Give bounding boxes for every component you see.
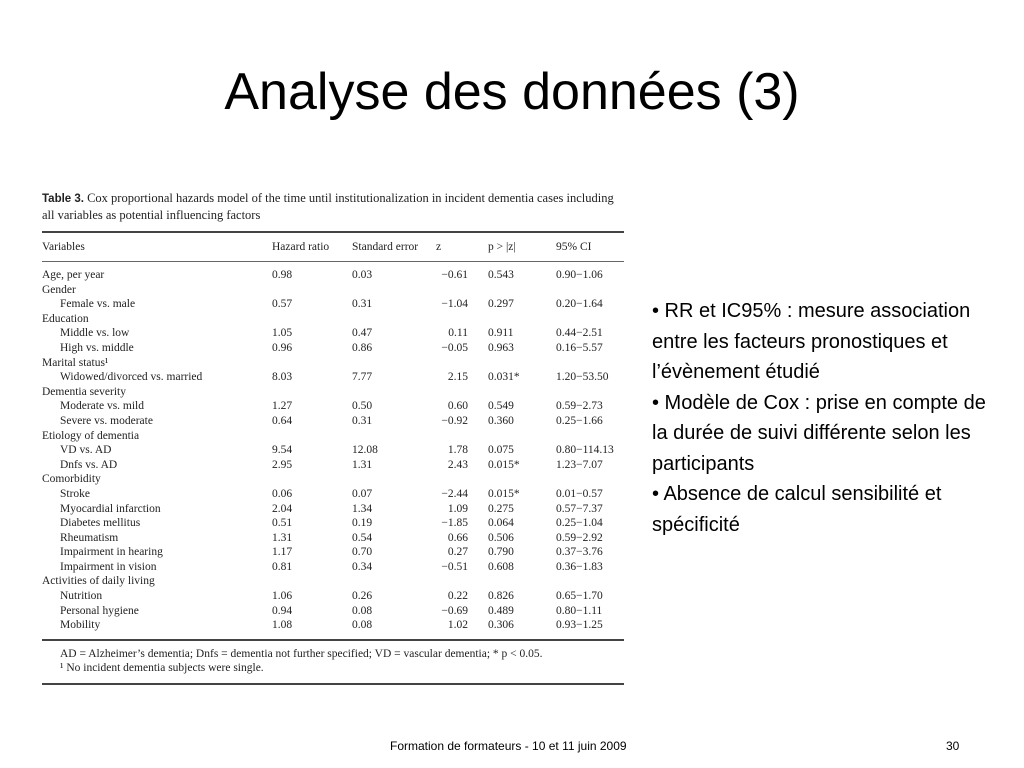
standard-error-cell: 0.19 <box>352 517 373 530</box>
table-row <box>42 560 624 575</box>
table-row <box>42 618 624 640</box>
confidence-interval-cell: 0.90−1.06 <box>556 269 603 281</box>
confidence-interval-cell: 0.25−1.04 <box>556 517 603 530</box>
confidence-interval-cell: 0.80−114.13 <box>556 444 614 457</box>
table-row <box>42 414 624 429</box>
p-value-cell: 0.015* <box>488 487 520 500</box>
standard-error-cell <box>352 574 436 589</box>
hazard-ratio-cell <box>272 356 352 371</box>
variable-cell: Female vs. male <box>60 298 136 311</box>
confidence-interval-cell: 0.36−1.83 <box>556 560 603 573</box>
p-value-cell: 0.506 <box>488 531 514 544</box>
table-row <box>42 341 624 356</box>
hazard-ratio-cell <box>272 472 352 487</box>
confidence-interval-cell: 0.65−1.70 <box>556 590 603 603</box>
hazard-ratio-cell: 0.51 <box>272 517 293 530</box>
p-value-cell <box>488 429 556 444</box>
confidence-interval-cell <box>556 356 624 371</box>
header-confidence-interval: 95% CI <box>556 232 624 262</box>
table-row <box>42 458 624 473</box>
standard-error-cell: 0.08 <box>352 619 373 632</box>
variable-cell: Impairment in vision <box>60 560 157 573</box>
standard-error-cell: 0.31 <box>352 298 373 311</box>
standard-error-cell: 0.86 <box>352 341 373 354</box>
table-row <box>42 326 624 341</box>
confidence-interval-cell <box>556 429 624 444</box>
hazard-ratio-cell: 1.31 <box>272 531 293 544</box>
variable-cell: Etiology of dementia <box>42 429 140 442</box>
variable-cell: VD vs. AD <box>60 444 112 457</box>
z-cell <box>436 312 488 327</box>
p-value-cell: 0.543 <box>488 269 514 281</box>
variable-cell: Myocardial infarction <box>60 502 161 515</box>
bullet-item: • RR et IC95% : mesure association entre les facteurs pronostiques et l’évènement étudié <box>652 300 971 383</box>
p-value-cell: 0.489 <box>488 604 514 617</box>
bullet-list <box>652 296 1002 540</box>
standard-error-cell: 0.07 <box>352 487 373 500</box>
z-cell: −0.61 <box>441 269 468 281</box>
table-row <box>42 312 624 327</box>
variable-cell: Dementia severity <box>42 385 126 398</box>
variable-cell: Impairment in hearing <box>60 546 163 559</box>
p-value-cell <box>488 574 556 589</box>
hazard-ratio-cell <box>272 574 352 589</box>
variable-cell: Moderate vs. mild <box>60 400 144 413</box>
confidence-interval-cell: 0.57−7.37 <box>556 502 603 515</box>
variable-cell: Widowed/divorced vs. married <box>60 371 203 384</box>
standard-error-cell <box>352 429 436 444</box>
variable-cell: Severe vs. moderate <box>60 414 153 427</box>
standard-error-cell <box>352 283 436 298</box>
table-header-row <box>42 232 624 262</box>
standard-error-cell: 0.54 <box>352 531 373 544</box>
p-value-cell: 0.826 <box>488 590 514 603</box>
confidence-interval-cell: 0.20−1.64 <box>556 298 603 311</box>
z-cell: 2.43 <box>447 458 468 471</box>
confidence-interval-cell <box>556 283 624 298</box>
table-caption-text: Cox proportional hazards model of the time until institutionalization in incident dementia cases including all variables as potential influencing factors <box>42 191 614 222</box>
header-standard-error: Standard error <box>352 232 436 262</box>
z-cell: −0.51 <box>441 560 468 573</box>
table-row <box>42 472 624 487</box>
table-row <box>42 604 624 619</box>
confidence-interval-cell <box>556 385 624 400</box>
z-cell <box>436 356 488 371</box>
hazard-ratio-cell: 2.95 <box>272 458 293 471</box>
p-value-cell <box>488 472 556 487</box>
hazard-ratio-cell: 1.05 <box>272 327 293 340</box>
confidence-interval-cell: 0.44−2.51 <box>556 327 603 340</box>
variable-cell: Rheumatism <box>60 531 119 544</box>
z-cell: 1.78 <box>447 444 468 457</box>
p-value-cell: 0.911 <box>488 327 514 340</box>
confidence-interval-cell: 0.25−1.66 <box>556 414 603 427</box>
hazard-ratio-cell: 1.08 <box>272 619 293 632</box>
p-value-cell: 0.075 <box>488 444 514 457</box>
z-cell: 0.27 <box>447 546 468 559</box>
hazard-ratio-cell: 1.17 <box>272 546 293 559</box>
z-cell: 1.09 <box>447 502 468 515</box>
confidence-interval-cell <box>556 472 624 487</box>
table-row <box>42 297 624 312</box>
footer-text: Formation de formateurs - 10 et 11 juin 2009 <box>390 739 627 753</box>
variable-cell: Middle vs. low <box>60 327 130 340</box>
hazard-ratio-cell: 1.06 <box>272 590 293 603</box>
p-value-cell: 0.608 <box>488 560 514 573</box>
bullet-item: • Absence de calcul sensibilité et spécificité <box>652 483 942 536</box>
confidence-interval-cell: 0.80−1.11 <box>556 604 603 617</box>
standard-error-cell: 1.34 <box>352 502 373 515</box>
hazard-ratio-cell: 1.27 <box>272 400 293 413</box>
hazard-ratio-cell <box>272 283 352 298</box>
hazard-ratio-cell: 0.96 <box>272 341 293 354</box>
table-row <box>42 443 624 458</box>
variable-cell: Mobility <box>60 619 101 632</box>
table-row <box>42 283 624 298</box>
confidence-interval-cell: 0.37−3.76 <box>556 546 603 559</box>
variable-cell: Nutrition <box>60 590 103 603</box>
variable-cell: Diabetes mellitus <box>60 517 141 530</box>
standard-error-cell: 0.47 <box>352 327 373 340</box>
standard-error-cell: 0.08 <box>352 604 373 617</box>
table-row <box>42 531 624 546</box>
hazard-ratio-cell: 0.98 <box>272 269 293 281</box>
confidence-interval-cell: 0.59−2.92 <box>556 531 603 544</box>
p-value-cell: 0.031* <box>488 371 520 384</box>
z-cell <box>436 283 488 298</box>
p-value-cell: 0.790 <box>488 546 514 559</box>
p-value-cell: 0.297 <box>488 298 514 311</box>
hazard-ratio-cell: 0.94 <box>272 604 293 617</box>
z-cell: −1.85 <box>441 517 468 530</box>
p-value-cell: 0.360 <box>488 414 514 427</box>
hazard-ratio-cell: 9.54 <box>272 444 293 457</box>
table-row <box>42 502 624 517</box>
table-row <box>42 487 624 502</box>
confidence-interval-cell <box>556 574 624 589</box>
p-value-cell <box>488 312 556 327</box>
table-row <box>42 574 624 589</box>
standard-error-cell: 1.31 <box>352 458 373 471</box>
standard-error-cell: 12.08 <box>352 444 378 457</box>
variable-cell: Comorbidity <box>42 473 101 486</box>
table-row <box>42 356 624 371</box>
z-cell: −0.05 <box>441 341 468 354</box>
table-body <box>42 262 624 640</box>
hazard-ratio-cell: 0.06 <box>272 487 293 500</box>
p-value-cell: 0.064 <box>488 517 514 530</box>
standard-error-cell: 0.50 <box>352 400 373 413</box>
table-note: AD = Alzheimer’s dementia; Dnfs = dementia not further specified; VD = vascular dementia; * p < 0.05. <box>60 647 543 660</box>
confidence-interval-cell: 0.93−1.25 <box>556 619 603 632</box>
header-variables: Variables <box>42 232 272 262</box>
table-caption-label: Table 3. <box>42 193 84 205</box>
hazard-ratio-cell: 0.64 <box>272 414 293 427</box>
standard-error-cell <box>352 356 436 371</box>
table-note: ¹ No incident dementia subjects were single. <box>60 661 264 674</box>
p-value-cell: 0.963 <box>488 341 514 354</box>
table-row <box>42 370 624 385</box>
hazard-ratio-cell: 0.81 <box>272 560 293 573</box>
z-cell: 1.02 <box>447 619 468 632</box>
table-row <box>42 262 624 283</box>
p-value-cell <box>488 356 556 371</box>
z-cell <box>436 472 488 487</box>
p-value-cell: 0.015* <box>488 458 520 471</box>
header-p-value: p > |z| <box>488 232 556 262</box>
confidence-interval-cell <box>556 312 624 327</box>
hazard-ratio-cell: 2.04 <box>272 502 293 515</box>
table-row <box>42 429 624 444</box>
standard-error-cell <box>352 472 436 487</box>
hazard-ratio-cell: 0.57 <box>272 298 293 311</box>
confidence-interval-cell: 0.59−2.73 <box>556 400 603 413</box>
bullet-item: • Modèle de Cox : prise en compte de la durée de suivi différente selon les participants <box>652 391 986 475</box>
z-cell: 0.60 <box>447 400 468 413</box>
hazard-ratio-cell <box>272 312 352 327</box>
variable-cell: Age, per year <box>42 269 105 281</box>
table-figure <box>42 190 624 685</box>
table-row <box>42 545 624 560</box>
z-cell: 0.66 <box>447 531 468 544</box>
variable-cell: Gender <box>42 283 76 296</box>
slide-title: Analyse des données (3) <box>224 63 800 121</box>
cox-table <box>42 231 624 641</box>
variable-cell: Marital status¹ <box>42 356 109 369</box>
table-row <box>42 385 624 400</box>
p-value-cell <box>488 385 556 400</box>
z-cell: 0.11 <box>448 327 468 340</box>
z-cell: −0.92 <box>441 414 468 427</box>
p-value-cell <box>488 283 556 298</box>
standard-error-cell: 7.77 <box>352 371 373 384</box>
standard-error-cell: 0.26 <box>352 590 373 603</box>
standard-error-cell <box>352 312 436 327</box>
z-cell: −1.04 <box>441 298 468 311</box>
confidence-interval-cell: 0.16−5.57 <box>556 341 603 354</box>
variable-cell: High vs. middle <box>60 341 134 354</box>
hazard-ratio-cell <box>272 385 352 400</box>
p-value-cell: 0.306 <box>488 619 514 632</box>
z-cell <box>436 429 488 444</box>
z-cell <box>436 574 488 589</box>
standard-error-cell: 0.70 <box>352 546 373 559</box>
table-caption <box>42 190 624 223</box>
p-value-cell: 0.275 <box>488 502 514 515</box>
header-z: z <box>436 232 488 262</box>
hazard-ratio-cell: 8.03 <box>272 371 293 384</box>
z-cell <box>436 385 488 400</box>
confidence-interval-cell: 1.20−53.50 <box>556 371 609 384</box>
table-notes <box>42 641 624 685</box>
variable-cell: Activities of daily living <box>42 575 155 588</box>
standard-error-cell: 0.03 <box>352 269 373 281</box>
hazard-ratio-cell <box>272 429 352 444</box>
confidence-interval-cell: 1.23−7.07 <box>556 458 603 471</box>
page-number: 30 <box>946 739 960 753</box>
standard-error-cell <box>352 385 436 400</box>
p-value-cell: 0.549 <box>488 400 514 413</box>
z-cell: 2.15 <box>447 371 468 384</box>
variable-cell: Education <box>42 312 89 325</box>
z-cell: −0.69 <box>441 604 468 617</box>
z-cell: −2.44 <box>441 487 468 500</box>
standard-error-cell: 0.31 <box>352 414 373 427</box>
variable-cell: Personal hygiene <box>60 604 139 617</box>
standard-error-cell: 0.34 <box>352 560 373 573</box>
table-row <box>42 399 624 414</box>
z-cell: 0.22 <box>447 590 468 603</box>
table-row <box>42 589 624 604</box>
table-row <box>42 516 624 531</box>
variable-cell: Dnfs vs. AD <box>60 458 118 471</box>
header-hazard-ratio: Hazard ratio <box>272 232 352 262</box>
variable-cell: Stroke <box>60 487 91 500</box>
confidence-interval-cell: 0.01−0.57 <box>556 487 603 500</box>
